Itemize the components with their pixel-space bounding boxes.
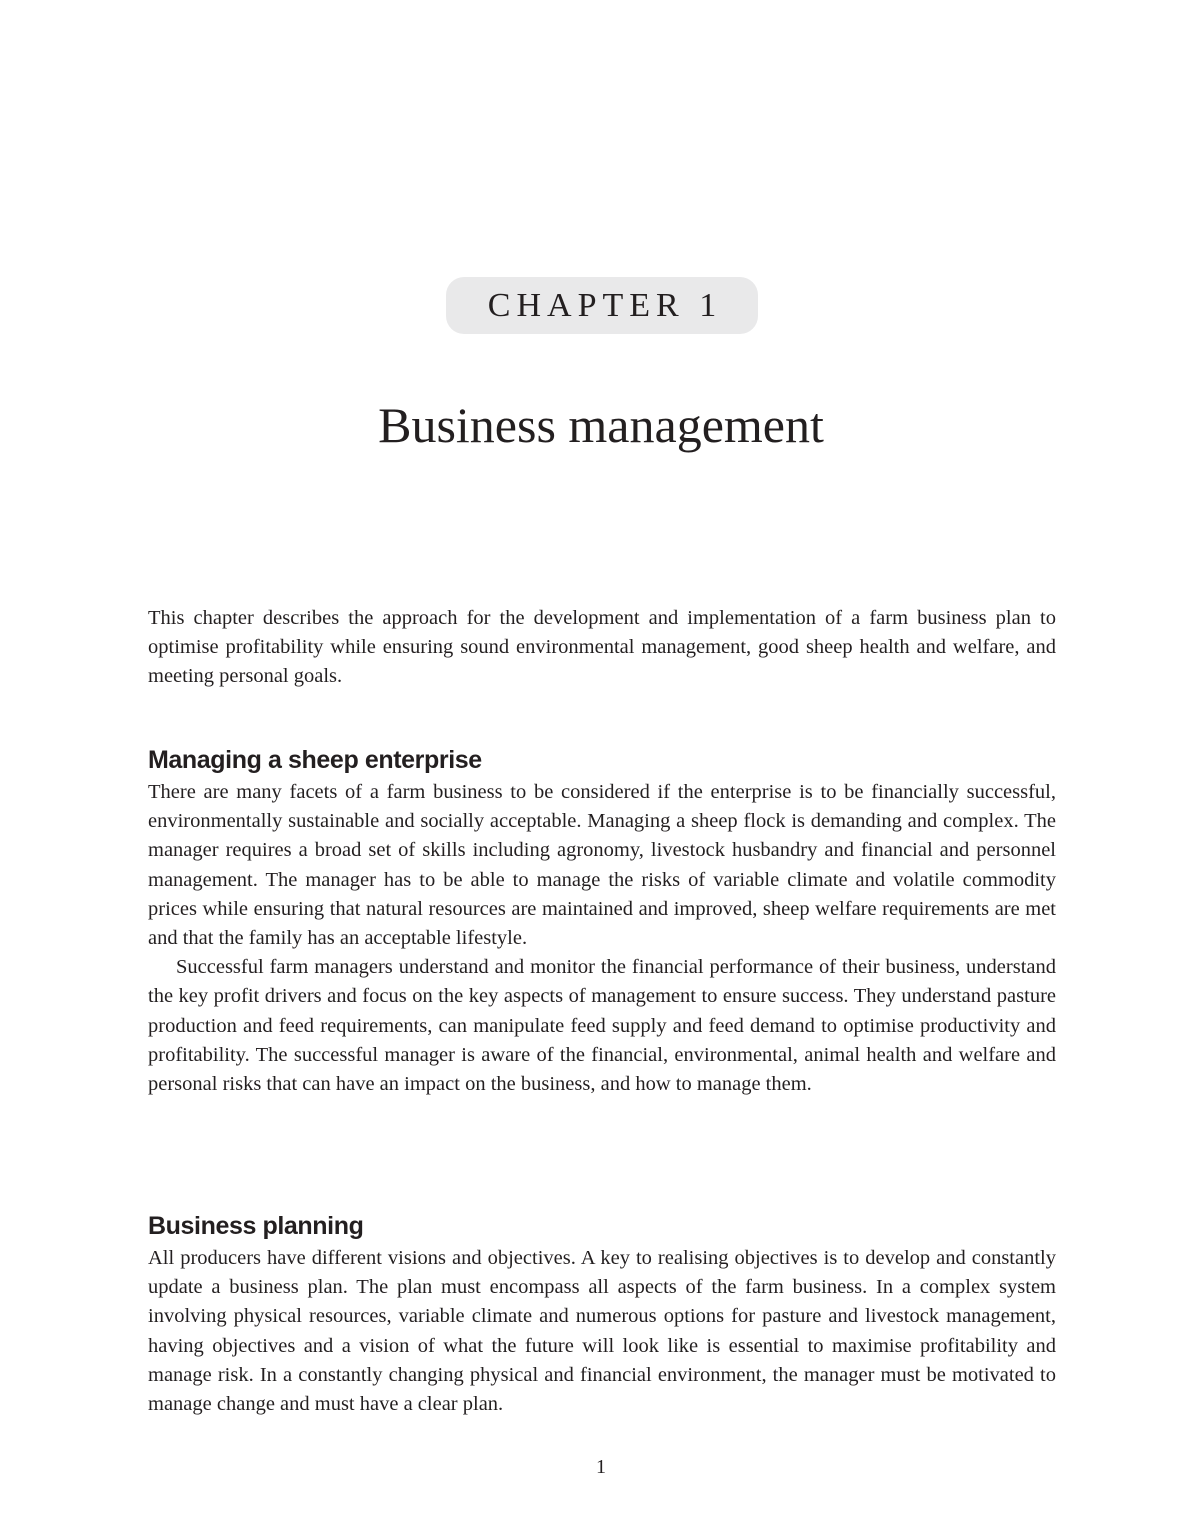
chapter-label: CHAPTER 1 (446, 277, 758, 334)
body-paragraph: There are many facets of a farm business to be considered if the enterprise is to be financially successful, environmentally sustainable and socially acceptable. Managing a sheep flock is demanding and complex. The manager requires a broad set of skills including agronomy, livestock husbandry and financial and personnel management. The manager has to be able to manage the risks of variable climate and volatile commodity prices while ensuring that natural resources are maintained and improved, sheep welfare requirements are met and that the family has an acceptable lifestyle. (148, 781, 1056, 950)
intro-block (148, 604, 1056, 692)
section-managing-sheep-enterprise (148, 744, 1056, 1099)
section-heading: Business planning (148, 1212, 364, 1240)
section-business-planning (148, 1210, 1056, 1419)
body-paragraph: All producers have different visions and objectives. A key to realising objectives is to develop and constantly update a business plan. The plan must encompass all aspects of the farm business. In a complex system involving physical resources, variable climate and numerous options for pasture and livestock management, having objectives and a vision of what the future will look like is essential to maximise profitability and manage risk. In a constantly changing physical and financial environment, the manager must be motivated to manage change and must have a clear plan. (148, 1247, 1056, 1416)
body-paragraph: Successful farm managers understand and monitor the financial performance of their business, understand the key profit drivers and focus on the key aspects of management to ensure success. They understand pasture production and feed requirements, can manipulate feed supply and feed demand to optimise productivity and profitability. The successful manager is aware of the financial, environmental, animal health and welfare and personal risks that can have an impact on the business, and how to manage them. (148, 956, 1056, 1096)
intro-paragraph: This chapter describes the approach for the development and implementation of a farm business plan to optimise profitability while ensuring sound environmental management, good sheep health and welfare, and meeting personal goals. (148, 607, 1056, 688)
section-body (148, 1244, 1056, 1419)
section-body (148, 778, 1056, 1099)
chapter-title: Business management (378, 397, 824, 453)
section-heading: Managing a sheep enterprise (148, 746, 482, 774)
page-number: 1 (596, 1456, 606, 1478)
